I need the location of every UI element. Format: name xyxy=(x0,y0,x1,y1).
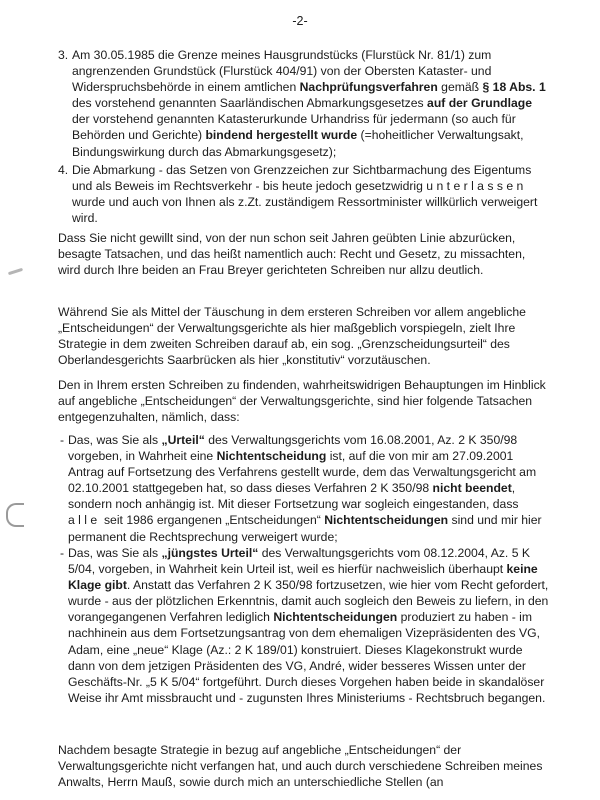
dash-item-1-marker: - xyxy=(60,433,65,447)
paragraph-4: Nachdem besagte Strategie in bezug auf angebliche „Entscheidungen“ der Verwaltungsgerichte nicht verfangen hat, und auch durch verschiedene Schreiben meines Anwalts, Herrn Mauß, sowie durch mich an unterschiedliche Stellen (an xyxy=(58,743,543,790)
emphasis-bindend-hergestellt: bindend hergestellt wurde xyxy=(205,128,358,143)
emphasis-nichtentscheidungen-2: Nichtentscheidungen xyxy=(273,610,398,625)
item-4-number: 4. xyxy=(58,163,69,177)
emphasis-nichtentscheidungen: Nichtentscheidungen xyxy=(324,513,449,528)
emphasis-nicht-beendet: nicht beendet xyxy=(432,481,512,496)
spaced-unterlassen: unterlassen xyxy=(426,179,527,194)
item-3-number: 3. xyxy=(58,48,69,62)
emphasis-nachpruefungsverfahren: Nachprüfungsverfahren xyxy=(299,80,438,95)
punch-hole-mark-top xyxy=(8,268,23,275)
page-number: -2- xyxy=(292,14,308,28)
emphasis-paragraph-18: § 18 Abs. 1 xyxy=(482,80,546,95)
punch-hole-mark-bottom xyxy=(6,503,24,527)
dash-item-2-marker: - xyxy=(60,546,65,560)
emphasis-nichtentscheidung: Nichtentscheidung xyxy=(216,449,327,464)
emphasis-keine-klage: keine Klage gibt xyxy=(68,562,538,593)
emphasis-auf-der-grundlage: auf der Grundlage xyxy=(427,96,533,111)
dash-item-1-text: Das, was Sie als „Urteil“ des Verwaltungsgerichts vom 16.08.2001, Az. 2 K 350/98 vorgeben, in Wahrheit eine Nichtentscheidung ist, auf die von mir am 27.09.2001 Antrag auf Fortsetzung des Verfahrens gestellt wurde, dem das Verwaltungsgericht am 02.10.2001 stattgegeben hat, so dass dieses Verfahren 2 K 350/98 nicht beendet, sondern noch anhängig ist. Mit dieser Fortsetzung war sogleich eingestanden, dass alle seit 1986 ergangenen „Entscheidungen“ Nichtentscheidungen sind und mir hier permanent die Rechtsprechung verweigert wurde; xyxy=(68,433,542,544)
paragraph-3: Den in Ihrem ersten Schreiben zu findenden, wahrheitswidrigen Behauptungen im Hinblick auf angebliche „Entscheidungen“ der Verwaltungsgerichte, sind hier folgende Tatsachen entgegenzuhalten, nämlich, dass: xyxy=(58,378,546,425)
emphasis-juengstes-urteil: „jüngstes Urteil“ xyxy=(161,546,259,560)
dash-item-2-text: Das, was Sie als „jüngstes Urteil“ des Verwaltungsgerichts vom 08.12.2004, Az. 5 K 5/04, vorgeben, in Wahrheit kein Urteil ist, weil es hierfür nachweislich überhaupt keine Klage gibt. Anstatt das Verfahren 2 K 350/98 fortzusetzen, wie hier vom Recht gefordert, wurde - aus der plötzlichen Erkenntnis, damit auch sogleich den Beweis zu liefern, in den vorangegangenen Verfahren lediglich Nichtentscheidungen produziert zu haben - im nachhinein aus dem Fortsetzungsantrag von dem ehemaligen Vizepräsidenten des VG, Adam, eine „neue“ Klage (Az.: 2 K 189/01) konstruiert. Dieses Klagekonstrukt wurde dann von dem jetzigen Präsidenten des VG, André, wider besseres Wissen unter der Geschäfts-Nr. „5 K 5/04“ fortgeführt. Durch dieses Vorgehen haben beide in skandalöser Weise ihr Amt missbraucht und - zugunsten Ihres Ministeriums - Rechtsbruch begangen. xyxy=(68,546,549,705)
spaced-alle: alle xyxy=(68,513,101,528)
paragraph-2: Während Sie als Mittel der Täuschung in dem ersteren Schreiben vor allem angebliche „Entscheidungen“ der Verwaltungsgerichte als hier maßgeblich vorspiegeln, zielt Ihre Strategie in dem zweiten Schreiben darauf ab, ein sog. „Grenzscheidungsurteil“ des Oberlandesgerichts Saarbrücken als hier „konstitutiv“ vorzutäuschen. xyxy=(58,305,526,368)
item-4-text: Die Abmarkung - das Setzen von Grenzzeichen zur Sichtbarmachung des Eigentums und als Beweis im Rechtsverkehr - bis heute jedoch gesetzwidrig unterlassen wurde und auch von Ihnen als z.Zt. zuständigem Ressortminister willkürlich verweigert wird. xyxy=(72,163,538,226)
paragraph-1: Dass Sie nicht gewillt sind, von der nun schon seit Jahren geübten Linie abzurücken, besagte Tatsachen, und das heißt namentlich auch: Recht und Gesetz, zu missachten, wird durch Ihre beiden an Frau Breyer gerichteten Schreiben nur allzu deutlich. xyxy=(58,231,526,278)
item-3-text: Am 30.05.1985 die Grenze meines Hausgrundstücks (Flurstück Nr. 81/1) zum angrenzenden Grundstück (Flurstück 404/91) von der Obersten Kataster- und Widerspruchsbehörde in einem amtlichen Nachprüfungsverfahren gemäß § 18 Abs. 1 des vorstehend genannten Saarländischen Abmarkungsgesetzes auf der Grundlage der vorstehend genannten Katasterurkunde Urhandriss für jedermann (so auch für Behörden und Gerichte) bindend hergestellt wurde (=hoheitlicher Verwaltungsakt, Bindungswirkung durch das Abmarkungsgesetz); xyxy=(72,48,546,159)
emphasis-urteil: „Urteil“ xyxy=(161,433,205,447)
